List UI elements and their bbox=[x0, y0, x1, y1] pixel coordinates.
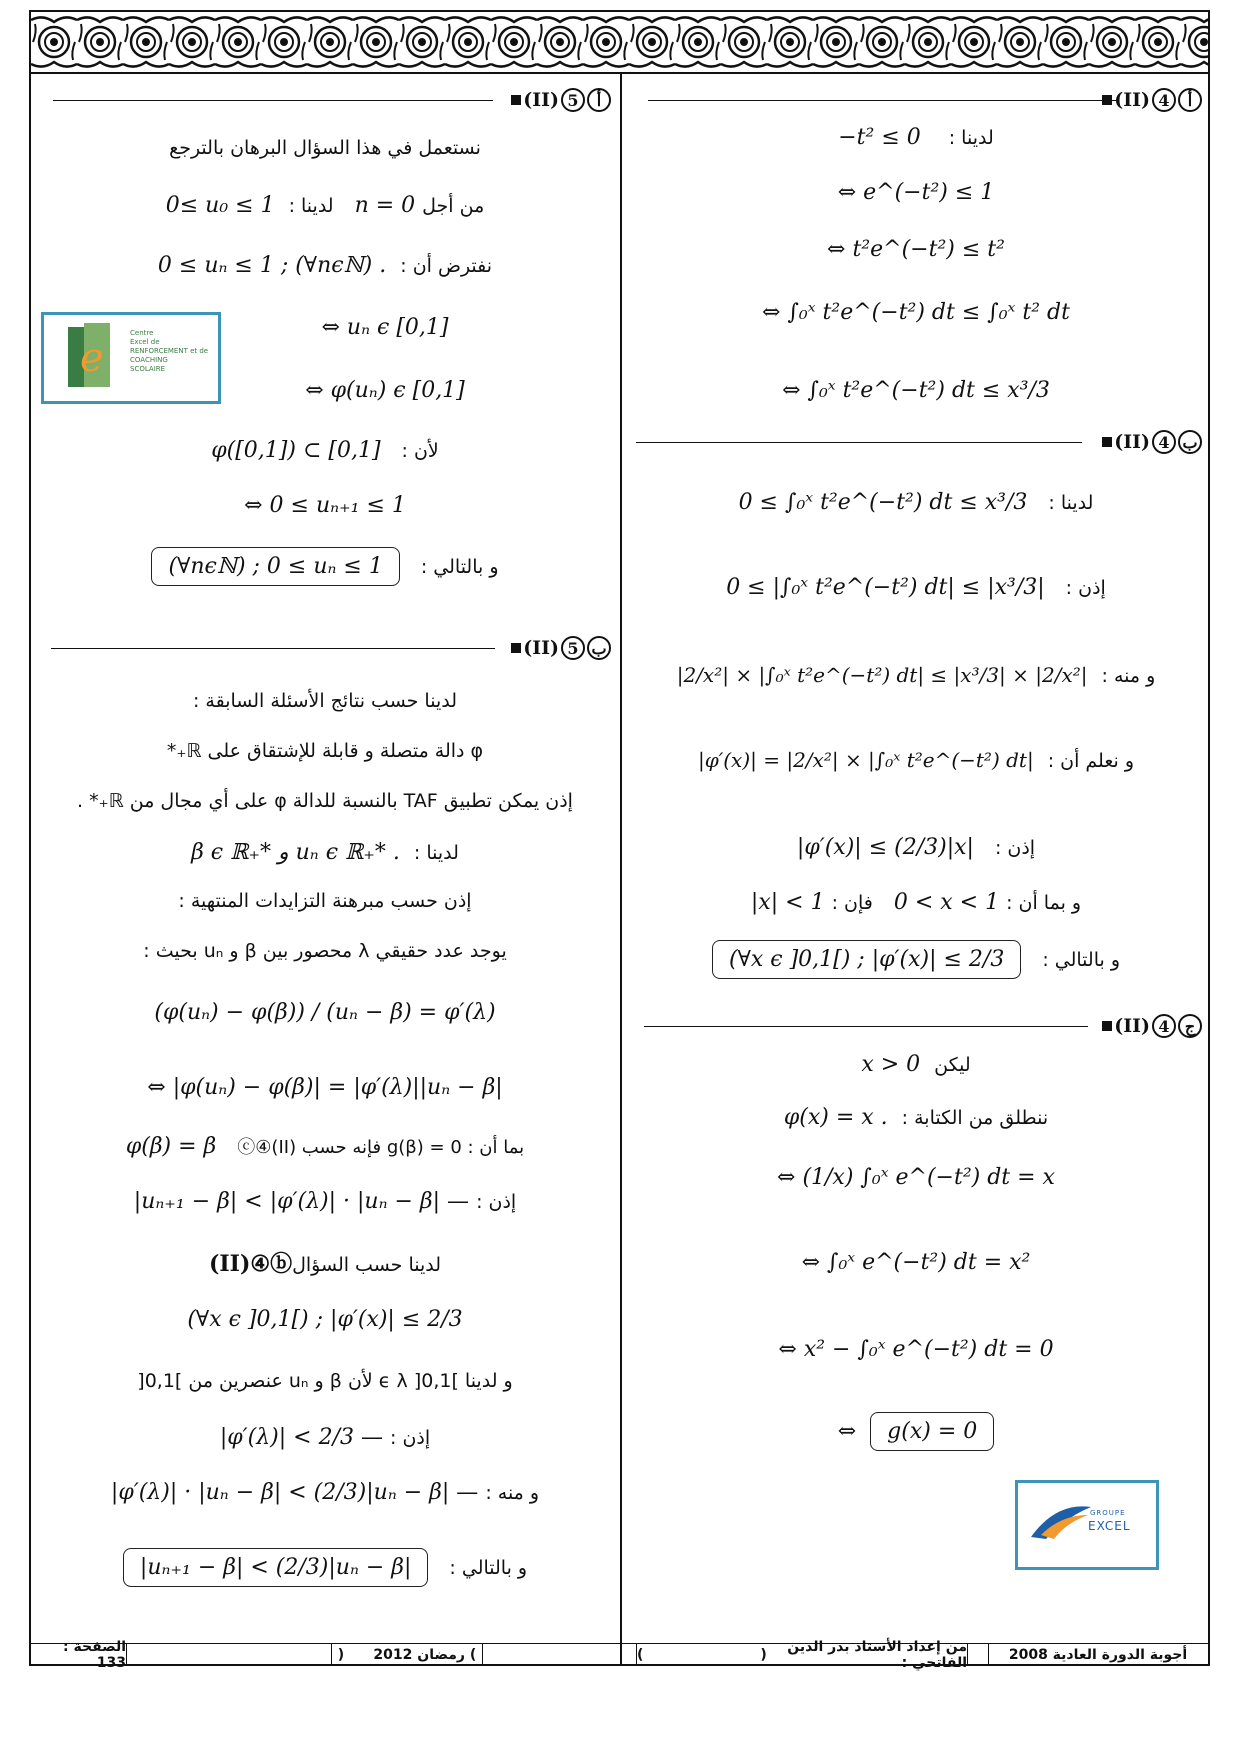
step-5b-6: يوجد عدد حقيقي λ محصور بين β و uₙ بحيث : bbox=[143, 940, 507, 962]
step-5b-7: (φ(uₙ) − φ(β)) / (uₙ − β) = φ′(λ) bbox=[154, 1000, 496, 1025]
step-5b-14: إذن : — |φ′(λ)| < 2/3 bbox=[219, 1425, 431, 1450]
svg-text:e: e bbox=[80, 335, 104, 381]
step-5b-5: إذن حسب مبرهنة التزايدات المنتهية : bbox=[178, 890, 472, 912]
step-5a-3: ⇔ uₙ ϵ [0,1] bbox=[321, 315, 449, 340]
ornament-pattern-icon bbox=[31, 12, 1208, 72]
step-5a-1: من أجل n = 0 لدينا : 0≤ u₀ ≤ 1 bbox=[165, 193, 485, 218]
step-4b-6: و بما أن : 0 < x < 1 فإن : |x| < 1 bbox=[750, 890, 1082, 915]
step-4b-4: و نعلم أن : |φ′(x)| = |2/x²| × |∫₀ˣ t²e^(−t²) dt| bbox=[697, 748, 1135, 772]
logo2-line1: GROUPE bbox=[1090, 1509, 1126, 1517]
step-4c-1: ليكن x > 0 bbox=[861, 1052, 971, 1077]
logo2-line2: EXCEL bbox=[1088, 1519, 1131, 1533]
result-box-5a: (∀nϵℕ) ; 0 ≤ uₙ ≤ 1 bbox=[151, 547, 399, 586]
step-5a-2: نفترض أن : 0 ≤ uₙ ≤ 1 ; (∀nϵℕ) . bbox=[157, 253, 493, 278]
step-4c-5: ⇔ x² − ∫₀ˣ e^(−t²) dt = 0 bbox=[778, 1337, 1054, 1362]
question-header-5a: (II) 5 أ bbox=[33, 85, 617, 115]
step-4a-1: لدينا : −t² ≤ 0 bbox=[838, 125, 994, 150]
step-5b-4: لدينا : β ϵ ℝ₊* و uₙ ϵ ℝ₊* . bbox=[191, 840, 459, 865]
step-4a-5: ⇔ ∫₀ˣ t²e^(−t²) dt ≤ x³/3 bbox=[782, 378, 1050, 403]
step-4a-3: ⇔ t²e^(−t²) ≤ t² bbox=[827, 237, 1005, 262]
step-4b-1: لدينا : 0 ≤ ∫₀ˣ t²e^(−t²) dt ≤ x³/3 bbox=[738, 490, 1094, 515]
step-5b-12: (∀x ϵ ]0,1[) ; |φ′(x)| ≤ 2/3 bbox=[187, 1307, 463, 1332]
result-box-4c: g(x) = 0 bbox=[870, 1412, 994, 1451]
question-header-5b: (II) 5 ب bbox=[33, 633, 617, 663]
page-footer bbox=[31, 1639, 1208, 1671]
step-4c-4: ⇔ ∫₀ˣ e^(−t²) dt = x² bbox=[801, 1250, 1031, 1275]
step-4c-6: ⇔ g(x) = 0 bbox=[624, 1412, 1208, 1451]
column-divider bbox=[620, 72, 622, 1666]
step-5b-8: ⇔ |φ(uₙ) − φ(β)| = |φ′(λ)||uₙ − β| bbox=[147, 1075, 503, 1100]
decorative-border bbox=[31, 12, 1208, 74]
step-5b-16: و بالتالي : |uₙ₊₁ − β| < (2/3)|uₙ − β| bbox=[33, 1548, 617, 1587]
logo1-line4: COACHING bbox=[130, 356, 168, 365]
logo1-line1: Centre bbox=[130, 329, 154, 337]
green-door-icon bbox=[66, 321, 126, 391]
question-header-4c: (II) 4 ج bbox=[624, 1011, 1208, 1041]
intro-5a: نستعمل في هذا السؤال البرهان بالترجع bbox=[169, 137, 481, 159]
logo1-line2: Excel de bbox=[130, 338, 160, 347]
step-5b-13: و لدينا ]0,1[ ϵ λ لأن β و uₙ عنصرين من ]0,1[ bbox=[137, 1370, 513, 1392]
step-5b-15: و منه : — |φ′(λ)| · |uₙ − β| < (2/3)|uₙ − β| bbox=[110, 1480, 540, 1505]
step-5b-11: لدينا حسب السؤال(II)④ⓑ bbox=[208, 1251, 442, 1277]
step-5b-1: لدينا حسب نتائج الأسئلة السابقة : bbox=[192, 690, 458, 712]
step-4a-2: ⇔ e^(−t²) ≤ 1 bbox=[837, 180, 995, 205]
centre-excel-logo bbox=[41, 312, 221, 404]
swoosh-icon bbox=[1026, 1497, 1096, 1547]
question-header-4b: (II) 4 ب bbox=[624, 427, 1208, 457]
footer-date: ) رمضان 2012 ( bbox=[331, 1644, 483, 1666]
result-box-4b: (∀x ϵ ]0,1[) ; |φ′(x)| ≤ 2/3 bbox=[712, 940, 1021, 979]
step-4b-3: و منه : |2/x²| × |∫₀ˣ t²e^(−t²) dt| ≤ |x³/3| × |2/x²| bbox=[676, 663, 1156, 687]
logo1-line5: SCOLAIRE bbox=[130, 365, 166, 374]
result-box-5b: |uₙ₊₁ − β| < (2/3)|uₙ − β| bbox=[123, 1548, 429, 1587]
logo1-line3: RENFORCEMENT et de bbox=[130, 347, 209, 356]
step-4b-5: إذن : |φ′(x)| ≤ (2/3)|x| bbox=[796, 835, 1036, 860]
step-4a-4: ⇔ ∫₀ˣ t²e^(−t²) dt ≤ ∫₀ˣ t² dt bbox=[762, 300, 1070, 325]
step-4c-3: ⇔ (1/x) ∫₀ˣ e^(−t²) dt = x bbox=[777, 1165, 1055, 1190]
step-4b-2: إذن : 0 ≤ |∫₀ˣ t²e^(−t²) dt| ≤ |x³/3| bbox=[726, 575, 1106, 600]
step-4b-7: و بالتالي : (∀x ϵ ]0,1[) ; |φ′(x)| ≤ 2/3 bbox=[624, 940, 1208, 979]
step-4c-2: ننطلق من الكتابة : φ(x) = x . bbox=[783, 1105, 1049, 1130]
question-header-4a: (II) 4 أ bbox=[624, 85, 1208, 115]
step-5a-7: و بالتالي : (∀nϵℕ) ; 0 ≤ uₙ ≤ 1 bbox=[33, 547, 617, 586]
step-5a-4: ⇔ φ(uₙ) ϵ [0,1] bbox=[305, 378, 465, 403]
step-5a-5: لأن : φ([0,1]) ⊂ [0,1] bbox=[211, 438, 439, 463]
step-5b-3: إذن يمكن تطبيق TAF بالنسبة للدالة φ على أي مجال من ℝ₊* . bbox=[77, 790, 573, 812]
footer-title: أجوبة الدورة العادية 2008 bbox=[988, 1644, 1207, 1666]
footer-author: من إعداد الأستاذ بدر الدين الفاتحي : ( ) bbox=[637, 1639, 967, 1671]
right-column bbox=[624, 75, 1208, 1660]
step-5a-6: ⇔ 0 ≤ uₙ₊₁ ≤ 1 bbox=[244, 493, 406, 518]
footer-page: الصفحة : 133 bbox=[31, 1644, 127, 1666]
step-5b-9: بما أن : g(β) = 0 فإنه حسب (II)④ⓒ φ(β) = β bbox=[125, 1134, 525, 1159]
step-5b-2: φ دالة متصلة و قابلة للإشتقاق على ℝ₊* bbox=[166, 740, 484, 762]
step-5b-10: إذن : — |uₙ₊₁ − β| < |φ′(λ)| · |uₙ − β| bbox=[133, 1189, 517, 1214]
groupe-excel-logo bbox=[1015, 1480, 1159, 1570]
